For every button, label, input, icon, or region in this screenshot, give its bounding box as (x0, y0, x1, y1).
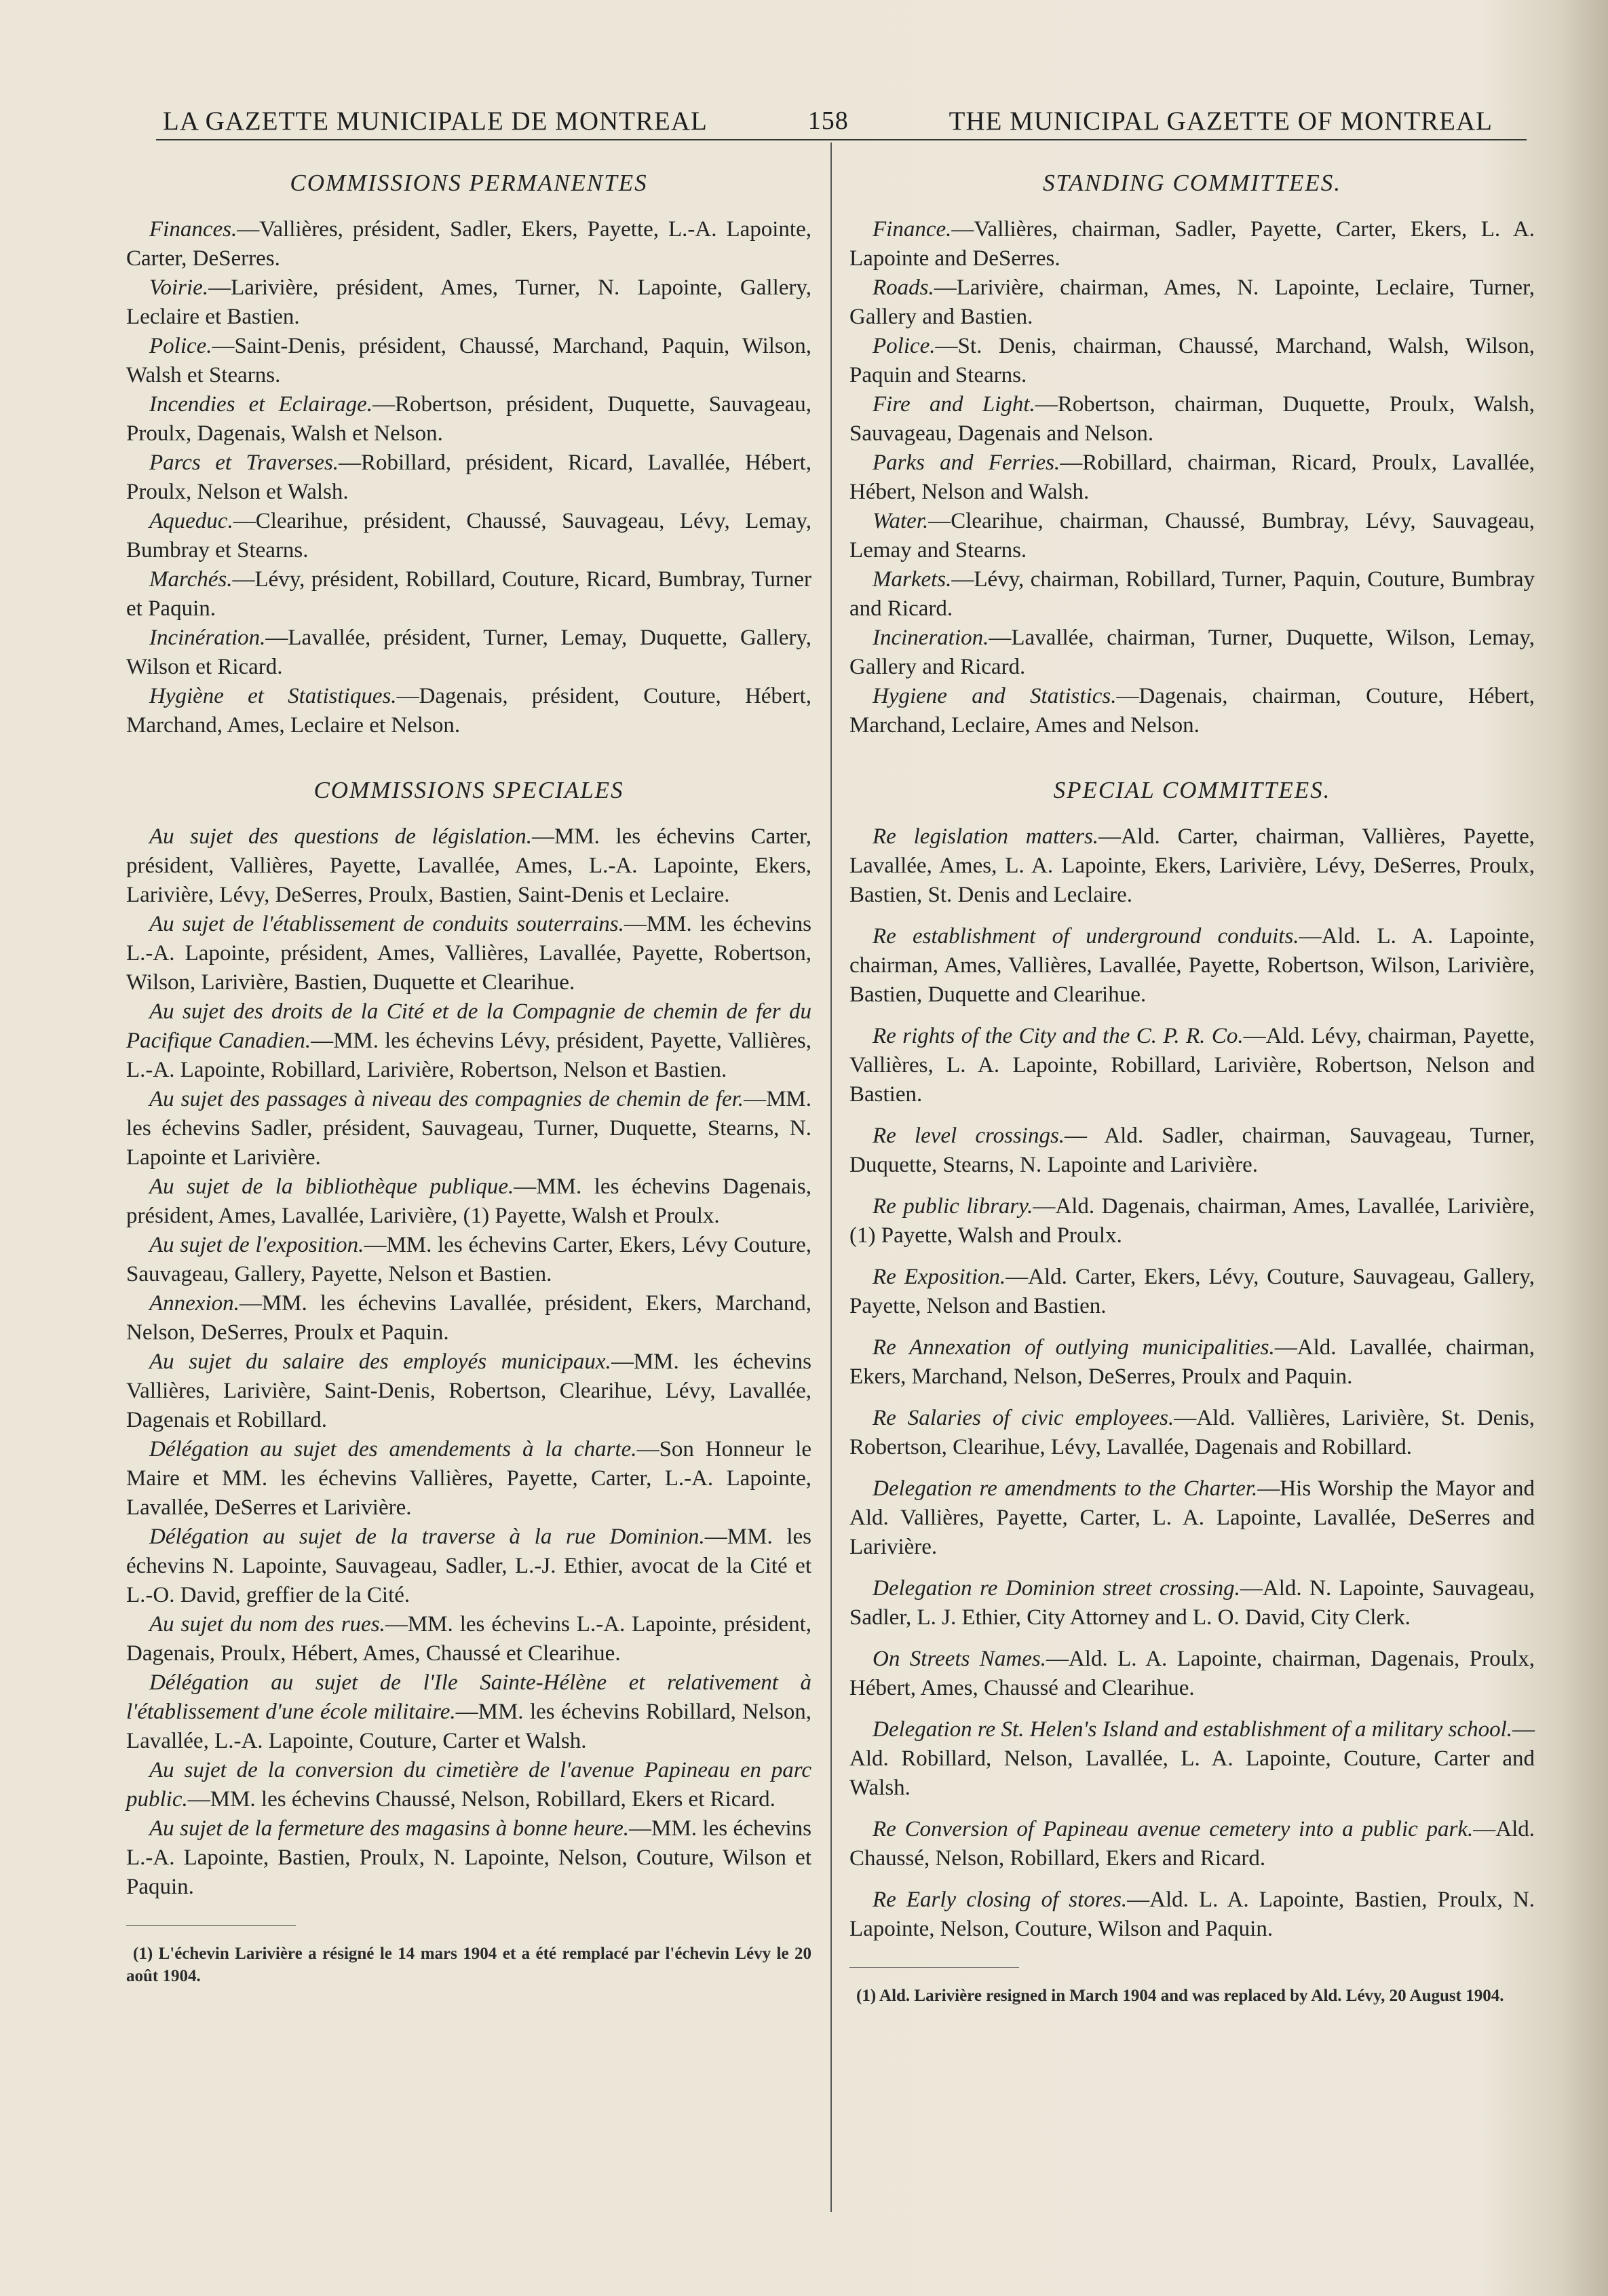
committee-entry (849, 922, 1535, 1010)
committee-entry (126, 822, 811, 910)
committee-name: Fire and Light. (873, 392, 1035, 417)
committee-entry (126, 1756, 811, 1814)
committee-entry (126, 273, 811, 332)
committee-members: —Ald. Vallières, Larivière, St. Denis, Robertson, Clearihue, Lévy, Lavallée, Dagenais and Robillard. (849, 1406, 1535, 1459)
committee-name: Re Early closing of stores. (873, 1888, 1128, 1912)
page-header (163, 100, 1493, 141)
committee-members: —Robillard, président, Ricard, Lavallée, Hébert, Proulx, Nelson et Walsh. (126, 451, 811, 504)
committee-members: —Larivière, président, Ames, Turner, N. Lapointe, Gallery, Leclaire et Bastien. (126, 275, 811, 329)
committee-entry (849, 682, 1535, 740)
committee-name: Hygiène et Statistiques. (149, 684, 397, 708)
committee-entry (126, 1347, 811, 1435)
committee-members: —Ald. L. A. Lapointe, Bastien, Proulx, N. Lapointe, Nelson, Couture, Wilson and Paquin. (849, 1888, 1535, 1941)
english-column (849, 163, 1535, 2024)
committee-members: —Ald. N. Lapointe, Sauvageau, Sadler, L. J. Ethier, City Attorney and L. O. David, City Clerk. (849, 1576, 1535, 1630)
committee-entry (849, 1645, 1535, 1703)
committee-name: Roads. (873, 275, 934, 300)
committee-members: —Robillard, chairman, Ricard, Proulx, Lavallée, Hébert, Nelson and Walsh. (849, 451, 1535, 504)
committee-members: —Larivière, chairman, Ames, N. Lapointe, Leclaire, Turner, Gallery and Bastien. (849, 275, 1535, 329)
committee-members: —MM. les échevins L.-A. Lapointe, président, Ames, Vallières, Lavallée, Payette, Robertson, Wilson, Larivière, Bastien, Duquette et Clearihue. (126, 912, 811, 995)
committee-name: Parks and Ferries. (873, 451, 1060, 475)
page-number: 158 (807, 107, 849, 135)
committee-members: —Ald. Dagenais, chairman, Ames, Lavallée, Larivière, (1) Payette, Walsh and Proulx. (849, 1194, 1535, 1248)
committee-members: —Vallières, chairman, Sadler, Payette, Carter, Ekers, L. A. Lapointe and DeSerres. (849, 217, 1535, 271)
committee-entry (849, 448, 1535, 507)
committee-entry (126, 1289, 811, 1347)
committee-name: Markets. (873, 567, 952, 592)
committee-name: Au sujet de l'exposition. (149, 1233, 364, 1257)
committee-members: —Clearihue, président, Chaussé, Sauvageau, Lévy, Lemay, Bumbray et Stearns. (126, 509, 811, 562)
committee-name: Délégation au sujet de l'Ile Sainte-Hélène et relativement à l'établissement d'une école militaire. (126, 1670, 811, 1724)
committee-name: Incendies et Eclairage. (149, 392, 372, 417)
committee-name: Délégation au sujet de la traverse à la rue Dominion. (149, 1525, 705, 1549)
committee-entry (126, 215, 811, 273)
committee-entry (126, 565, 811, 624)
committee-name: Re Salaries of civic employees. (873, 1406, 1174, 1430)
committee-entry (849, 215, 1535, 273)
committee-name: Annexion. (149, 1291, 240, 1316)
committee-name: Re Annexation of outlying municipalities. (873, 1335, 1275, 1360)
committee-members: —Ald. Lavallée, chairman, Ekers, Marchand, Nelson, DeSerres, Proulx and Paquin. (849, 1335, 1535, 1389)
committee-name: Re establishment of underground conduits. (873, 924, 1299, 949)
committee-name: Au sujet du salaire des employés municipaux. (149, 1350, 611, 1374)
committee-name: Marchés. (149, 567, 233, 592)
committee-members: —MM. les échevins L.-A. Lapointe, président, Dagenais, Proulx, Hébert, Ames, Chaussé et Clearihue. (126, 1612, 812, 1666)
committee-entry (126, 1085, 811, 1172)
committee-entry (126, 624, 811, 682)
committee-entry (849, 273, 1535, 332)
committee-members: —Ald. Robillard, Nelson, Lavallée, L. A. Lapointe, Couture, Carter and Walsh. (849, 1717, 1535, 1800)
committee-members: —Dagenais, président, Couture, Hébert, Marchand, Ames, Leclaire et Nelson. (126, 684, 811, 738)
footnote-rule (849, 1967, 1019, 1968)
committee-name: Re legislation matters. (873, 824, 1099, 849)
committee-entry (126, 1523, 811, 1610)
committee-members: —MM. les échevins N. Lapointe, Sauvageau, Sadler, L.-J. Ethier, avocat de la Cité et L.-O. David, greffier de la Cité. (126, 1525, 811, 1607)
committee-name: Re Conversion of Papineau avenue cemetery into a public park. (873, 1817, 1474, 1841)
committee-members: —Robertson, chairman, Duquette, Proulx, Walsh, Sauvageau, Dagenais and Nelson. (849, 392, 1535, 446)
committee-name: Finance. (873, 217, 952, 242)
committee-entry (126, 1814, 811, 1902)
header-title-fr: LA GAZETTE MUNICIPALE DE MONTREAL (163, 106, 708, 136)
committee-members: —Ald. Carter, chairman, Vallières, Payette, Lavallée, Ames, L. A. Lapointe, Ekers, Larivière, Lévy, DeSerres, Proulx, Bastien, St. Denis and Leclaire. (849, 824, 1535, 907)
committee-entry (849, 1815, 1535, 1873)
committee-members: —MM. les échevins Vallières, Larivière, Saint-Denis, Robertson, Clearihue, Lévy, Lavallée, Dagenais et Robillard. (126, 1350, 811, 1432)
committee-entry (849, 1886, 1535, 1944)
committee-members: —Lavallée, président, Turner, Lemay, Duquette, Gallery, Wilson et Ricard. (126, 626, 811, 679)
section-title-speciales: COMMISSIONS SPECIALES (313, 777, 624, 803)
committee-entry (126, 507, 811, 565)
committee-entry (126, 997, 811, 1085)
committee-entry (849, 507, 1535, 565)
committee-entry (126, 332, 811, 390)
committee-name: Police. (149, 334, 212, 358)
special-committees-list-en (849, 822, 1535, 1944)
committee-entry (849, 1192, 1535, 1250)
committee-entry (849, 1715, 1535, 1803)
committee-members: —MM. les échevins L.-A. Lapointe, Bastien, Proulx, N. Lapointe, Nelson, Couture, Wilson et Paquin. (126, 1816, 812, 1899)
committee-name: Delegation re Dominion street crossing. (873, 1576, 1240, 1601)
committee-members: —MM. les échevins Robillard, Nelson, Lavallée, L.-A. Lapointe, Couture, Carter et Walsh. (126, 1700, 811, 1753)
committee-entry (126, 1610, 811, 1668)
committee-name: Au sujet des questions de législation. (149, 824, 532, 849)
committee-name: Re rights of the City and the C. P. R. Co. (873, 1024, 1244, 1048)
committee-name: Parcs et Traverses. (149, 451, 339, 475)
committee-name: Au sujet de l'établissement de conduits souterrains. (149, 912, 624, 936)
committee-name: Au sujet de la fermeture des magasins à bonne heure. (149, 1816, 630, 1841)
footnote: (1) Ald. Larivière resigned in March 1904 and was replaced by Ald. Lévy, 20 August 1904. (856, 1987, 1504, 2005)
committee-members: —MM. les échevins Sadler, président, Sauvageau, Turner, Duquette, Stearns, N. Lapointe et Larivière. (126, 1087, 811, 1170)
committee-name: Délégation au sujet des amendements à la charte. (149, 1437, 637, 1461)
committee-entry (126, 1231, 811, 1289)
section-title-standing: STANDING COMMITTEES. (1043, 170, 1341, 196)
permanent-committees-list (126, 215, 811, 740)
column-divider (830, 142, 832, 2212)
committee-members: —Clearihue, chairman, Chaussé, Bumbray, Lévy, Sauvageau, Lemay and Stearns. (849, 509, 1535, 562)
committee-members: —Vallières, président, Sadler, Ekers, Payette, L.-A. Lapointe, Carter, DeSerres. (126, 217, 811, 271)
committee-name: Re public library. (873, 1194, 1033, 1219)
committee-name: Incineration. (873, 626, 989, 650)
committee-name: Aqueduc. (149, 509, 233, 533)
committee-entry (126, 1668, 811, 1756)
footnote: (1) L'échevin Larivière a résigné le 14 mars 1904 et a été remplacé par l'échevin Lévy le 20 août 1904. (126, 1945, 811, 1985)
committee-name: Hygiene and Statistics. (873, 684, 1117, 708)
committee-entry (849, 1122, 1535, 1180)
committee-members: —MM. les échevins Lévy, président, Payette, Vallières, L.-A. Lapointe, Robillard, Larivière, Robertson, Nelson et Bastien. (126, 1029, 811, 1082)
committee-members: —Ald. L. A. Lapointe, chairman, Ames, Vallières, Lavallée, Payette, Robertson, Wilson, Larivière, Bastien, Duquette and Clearihue. (849, 924, 1535, 1007)
committee-name: Au sujet des droits de la Cité et de la Compagnie de chemin de fer du Pacifique Canadien. (126, 999, 811, 1053)
special-committees-list (126, 822, 811, 1902)
committee-entry (126, 910, 811, 997)
committee-name: Police. (873, 334, 936, 358)
footnote-rule (126, 1925, 296, 1926)
committee-entry (849, 1574, 1535, 1632)
committee-entry (849, 1333, 1535, 1392)
committee-name: Re level crossings. (873, 1124, 1065, 1148)
section-title-permanentes: COMMISSIONS PERMANENTES (290, 170, 648, 196)
committee-members: —MM. les échevins Dagenais, président, Ames, Lavallée, Larivière, (1) Payette, Walsh et Proulx. (126, 1174, 811, 1228)
committee-entry (126, 390, 811, 448)
standing-committees-list (849, 215, 1535, 740)
committee-name: Delegation re St. Helen's Island and establishment of a military school. (873, 1717, 1512, 1742)
committee-entry (126, 682, 811, 740)
committee-entry (849, 390, 1535, 448)
committee-name: Finances. (149, 217, 237, 242)
committee-members: — Ald. Sadler, chairman, Sauvageau, Turner, Duquette, Stearns, N. Lapointe and Larivière. (849, 1124, 1535, 1177)
header-title-en: THE MUNICIPAL GAZETTE OF MONTREAL (949, 106, 1493, 136)
committee-name: Au sujet des passages à niveau des compagnies de chemin de fer. (149, 1087, 744, 1111)
committee-members: —Saint-Denis, président, Chaussé, Marchand, Paquin, Wilson, Walsh et Stearns. (126, 334, 811, 387)
committee-entry (126, 1435, 811, 1523)
committee-entry (849, 624, 1535, 682)
committee-entry (849, 565, 1535, 624)
committee-entry (849, 1404, 1535, 1462)
committee-name: Incinération. (149, 626, 266, 650)
committee-members: —Dagenais, chairman, Couture, Hébert, Marchand, Leclaire, Ames and Nelson. (849, 684, 1535, 738)
committee-members: —Lévy, président, Robillard, Couture, Ricard, Bumbray, Turner et Paquin. (126, 567, 811, 621)
committee-name: Delegation re amendments to the Charter. (873, 1476, 1258, 1501)
committee-name: Water. (873, 509, 929, 533)
committee-name: Au sujet de la bibliothèque publique. (149, 1174, 514, 1199)
committee-members: —His Worship the Mayor and Ald. Vallières, Payette, Carter, L. A. Lapointe, Lavallée, DeSerres and Larivière. (849, 1476, 1535, 1559)
french-column (126, 163, 811, 2004)
committee-members: —Robertson, président, Duquette, Sauvageau, Proulx, Dagenais, Walsh et Nelson. (126, 392, 811, 446)
committee-members: —Ald. Chaussé, Nelson, Robillard, Ekers and Ricard. (849, 1817, 1535, 1871)
committee-entry (849, 1474, 1535, 1562)
committee-members: —MM. les échevins Carter, Ekers, Lévy Couture, Sauvageau, Gallery, Payette, Nelson et Bastien. (126, 1233, 811, 1286)
committee-name: Voirie. (149, 275, 209, 300)
committee-name: Au sujet de la conversion du cimetière de l'avenue Papineau en parc public. (126, 1758, 811, 1812)
committee-members: —Ald. Lévy, chairman, Payette, Vallières, L. A. Lapointe, Robillard, Larivière, Robertson, Nelson and Bastien. (849, 1024, 1535, 1107)
committee-entry (126, 448, 811, 507)
committee-members: —Son Honneur le Maire et MM. les échevins Vallières, Payette, Carter, L.-A. Lapointe, Lavallée, DeSerres et Larivière. (126, 1437, 811, 1520)
committee-entry (849, 1022, 1535, 1109)
committee-entry (849, 332, 1535, 390)
committee-members: —Lévy, chairman, Robillard, Turner, Paquin, Couture, Bumbray and Ricard. (849, 567, 1535, 621)
section-title-special: SPECIAL COMMITTEES. (1053, 777, 1331, 803)
committee-name: On Streets Names. (873, 1647, 1046, 1671)
committee-name: Au sujet du nom des rues. (149, 1612, 385, 1637)
committee-members: —MM. les échevins Carter, président, Vallières, Payette, Lavallée, Ames, L.-A. Lapointe, Ekers, Larivière, Lévy, DeSerres, Proulx, Bastien, Saint-Denis et Leclaire. (126, 824, 811, 907)
committee-members: —Lavallée, chairman, Turner, Duquette, Wilson, Lemay, Gallery and Ricard. (849, 626, 1535, 679)
committee-entry (849, 1263, 1535, 1321)
committee-name: Re Exposition. (873, 1265, 1006, 1289)
committee-entry (849, 822, 1535, 910)
committee-members: —MM. les échevins Chaussé, Nelson, Robillard, Ekers et Ricard. (187, 1787, 776, 1812)
committee-members: —Ald. Carter, Ekers, Lévy, Couture, Sauvageau, Gallery, Payette, Nelson and Bastien. (849, 1265, 1535, 1318)
header-rule (156, 139, 1527, 140)
committee-entry (126, 1172, 811, 1231)
committee-members: —MM. les échevins Lavallée, président, Ekers, Marchand, Nelson, DeSerres, Proulx et Paquin. (126, 1291, 811, 1345)
committee-members: —Ald. L. A. Lapointe, chairman, Dagenais, Proulx, Hébert, Ames, Chaussé and Clearihue. (849, 1647, 1535, 1700)
committee-members: —St. Denis, chairman, Chaussé, Marchand, Walsh, Wilson, Paquin and Stearns. (849, 334, 1535, 387)
